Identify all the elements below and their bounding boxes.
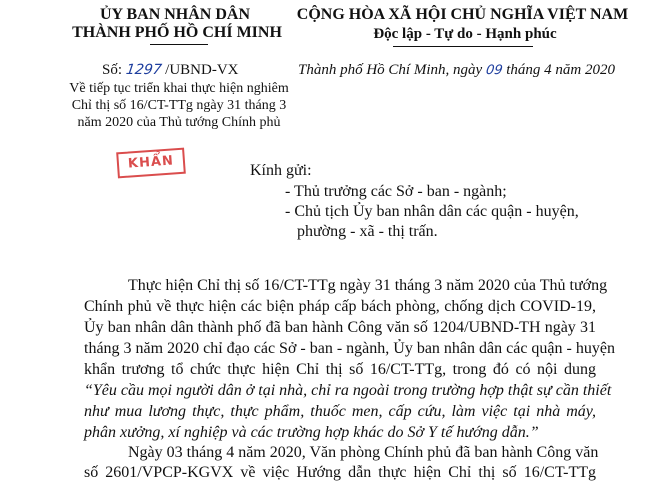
place-date [298, 62, 615, 79]
national-title: CỘNG HÒA XÃ HỘI CHỦ NGHĨA VIỆT NAM [296, 6, 629, 23]
body-line: số 2601/VPCP-KGVX về việc Hướng dẫn thực hiện Chỉ thị số 16/CT-TTg [84, 464, 596, 481]
quoted-line: “Yêu cầu mọi người dân ở tại nhà, chỉ ra ngoài trong trường hợp thật sự cần thiết [84, 382, 612, 399]
issuing-org-line1: ỦY BAN NHÂN DÂN [99, 6, 251, 23]
subject-line: Về tiếp tục triển khai thực hiện nghiêm [69, 81, 289, 96]
place-date-after: tháng 4 năm 2020 [506, 62, 615, 78]
body-line: Ngày 03 tháng 4 năm 2020, Văn phòng Chính phủ đã ban hành Công văn [128, 444, 599, 461]
document-number [102, 62, 239, 79]
body-line: Chính phủ về thực hiện các biện pháp cấp bách phòng, chống dịch COVID-19, [84, 298, 596, 315]
recipient-item: - Chủ tịch Ủy ban nhân dân các quận - huyện, [285, 203, 579, 220]
handwritten-number: 1297 [124, 62, 163, 78]
body-line: Ủy ban nhân dân thành phố đã ban hành Công văn số 1204/UBND-TH ngày 31 [84, 319, 596, 336]
body-line: khẩn trương tổ chức thực hiện Chỉ thị số 16/CT-TTg, trong đó có nội dung [84, 361, 596, 378]
place-date-before: Thành phố Hồ Chí Minh, ngày [298, 62, 483, 78]
issuing-org-line2: THÀNH PHỐ HỒ CHÍ MINH [72, 24, 282, 41]
motto-underline [393, 46, 533, 47]
quoted-line: phân xưởng, xí nghiệp và các trường hợp khác do Sở Y tế hướng dẫn.” [84, 424, 539, 441]
document-number-prefix: Số: [102, 62, 123, 78]
subject-line: năm 2020 của Thủ tướng Chính phủ [77, 115, 281, 130]
national-motto: Độc lập - Tự do - Hạnh phúc [373, 26, 557, 42]
handwritten-day: 09 [484, 63, 504, 78]
recipient-item: - Thủ trưởng các Sở - ban - ngành; [285, 183, 507, 200]
document-number-suffix: /UBND-VX [165, 62, 239, 78]
body-line: Thực hiện Chỉ thị số 16/CT-TTg ngày 31 tháng 3 năm 2020 của Thủ tướng [128, 277, 608, 294]
body-line: tháng 3 năm 2020 chỉ đạo các Sở - ban - ngành, Ủy ban nhân dân các quận - huyện [84, 340, 615, 357]
recipients-heading: Kính gửi: [250, 162, 312, 179]
recipient-item: phường - xã - thị trấn. [297, 223, 438, 240]
quoted-line: như mua lương thực, thực phẩm, thuốc men, cấp cứu, làm việc tại nhà máy, [84, 403, 596, 420]
urgent-stamp: KHẨN [116, 148, 186, 179]
org-underline [150, 44, 208, 45]
subject-line: Chỉ thị số 16/CT-TTg ngày 31 tháng 3 [71, 98, 287, 113]
